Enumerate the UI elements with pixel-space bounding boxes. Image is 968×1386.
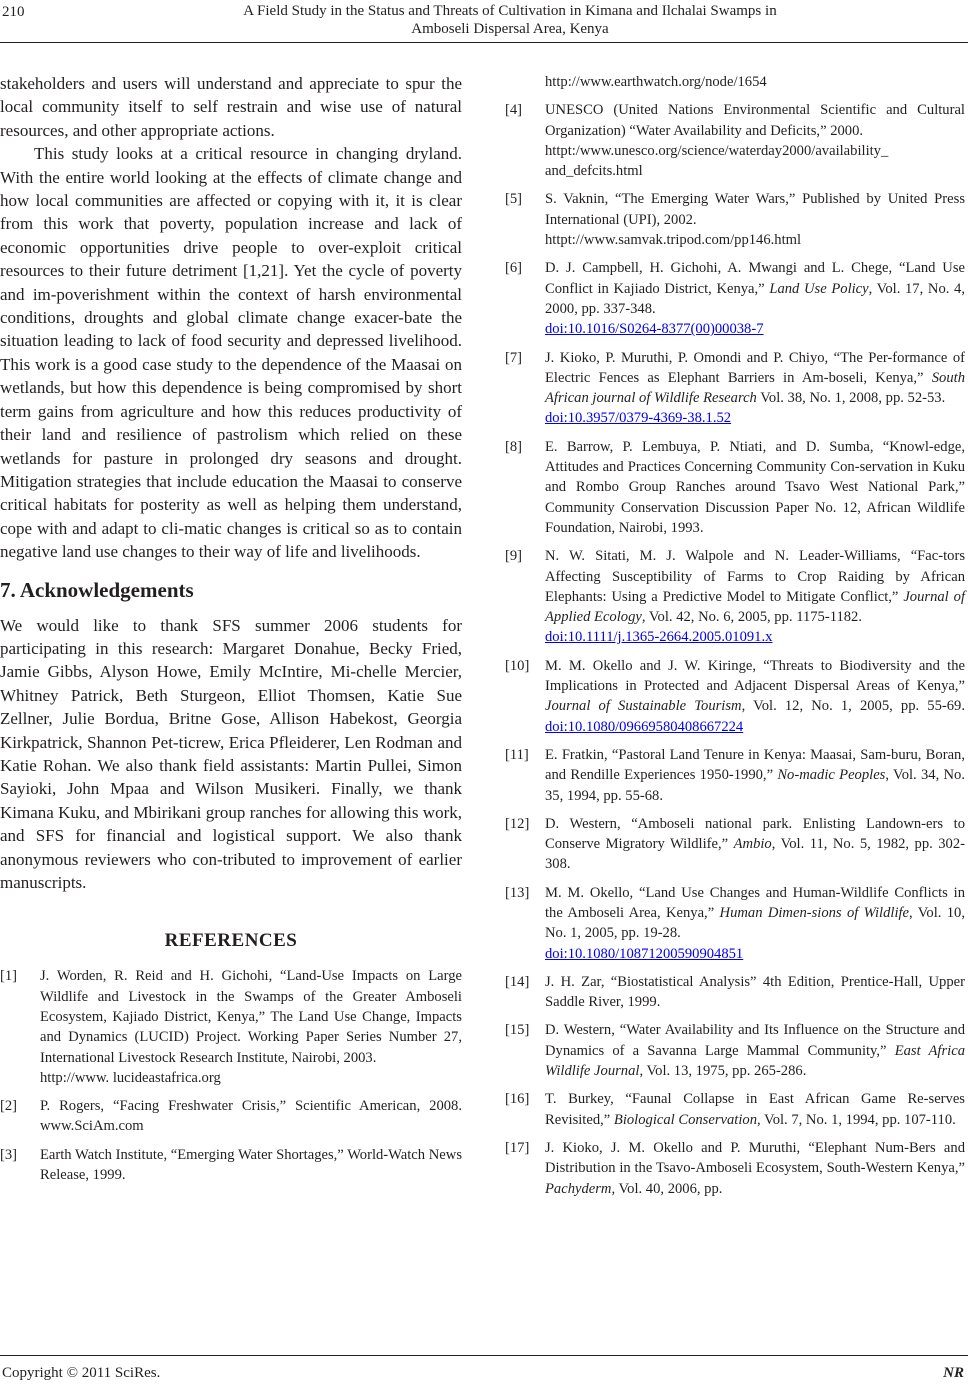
reference-number: [12]: [505, 815, 530, 832]
reference-number: [3]: [0, 1146, 18, 1163]
reference-number: [13]: [505, 884, 530, 901]
reference-doi-link[interactable]: doi:10.3957/0379-4369-38.1.52: [545, 410, 732, 427]
reference-17: [505, 1138, 965, 1199]
reference-body: [545, 656, 965, 737]
reference-body: [40, 1096, 462, 1137]
reference-number: [10]: [505, 657, 530, 674]
reference-text: , Vol. 34, No. 35, 1994, pp. 55-68.: [545, 767, 965, 804]
reference-text: , Vol. 7, No. 1, 1994, pp. 107-110.: [757, 1111, 956, 1128]
reference-text: J. H. Zar, “Biostatistical Analysis” 4th Edition, Prentice-Hall, Upper Saddle River, 1999.: [545, 973, 965, 1011]
reference-text: D. Western, “Amboseli national park. Enlisting Landown-ers to Conserve Migratory Wildlife,”: [545, 815, 965, 853]
reference-text: D. Western, “Water Availability and Its Influence on the Structure and Dynamics of a Savanna Large Mammal Community,”: [545, 1022, 965, 1059]
reference-body: [545, 883, 965, 964]
reference-url[interactable]: http://www.earthwatch.org/node/1654: [545, 74, 767, 90]
reference-text: D. J. Campbell, H. Gichohi, A. Mwangi and L. Chege, “Land Use Conflict in Kajiado District, Kenya,”: [545, 260, 965, 297]
body-paragraph-1: stakeholders and users will understand and appreciate to spur the local community itself to self restrain and wise use of natural resources, and other appropriate actions.: [0, 74, 462, 140]
running-header: [160, 2, 860, 38]
reference-6: [505, 258, 965, 339]
reference-number: [8]: [505, 438, 523, 455]
reference-body: [545, 258, 965, 339]
reference-body: [40, 1145, 462, 1186]
reference-9: [505, 546, 965, 647]
reference-text: , Vol. 17, No. 4, 2000, pp. 337-348.: [545, 280, 965, 317]
reference-text: E. Fratkin, “Pastoral Land Tenure in Kenya: Maasai, Sam-buru, Boran, and Rendille Experiences 1950-1990,”: [545, 746, 965, 784]
reference-body: [545, 348, 965, 429]
reference-body: [545, 745, 965, 806]
reference-doi-link[interactable]: doi:10.1111/j.1365-2664.2005.01091.x: [545, 629, 773, 646]
reference-url[interactable]: httpt:/www.unesco.org/science/waterday2000/availability_ and_defcits.html: [545, 142, 889, 180]
reference-5: [505, 189, 965, 250]
reference-text: Vol. 38, No. 1, 2008, pp. 52-53.: [756, 390, 946, 407]
body-paragraph-2: This study looks at a critical resource in changing dryland. With the entire world looking at the effects of climate change and how local communities are affected or copying with it, it is clear from this work that poverty, population increase and lack of economic opportunities drive people to over-exploit critical resources to their future detriment [1,21]. Yet the cycle of poverty and im-poverishment within the context of harsh environmental conditions, droughts and global climate change exacer-bate the situation leading to lack of food security and depressed livelihood. This work is a good case study to the dependence of the Maasai on wetlands, but how this dependence is being compromised by short term gains from agriculture and how this reduces productivity of their land and resilience of pastrolism which relied on these wetlands for pasture in prolonged dry seasons and drought. Mitigation strategies that include education the Maasai to conserve critical habitats for posterity as well as helping them understand, cope with and adapt to cli-matic changes is critical so as to contain negative land use changes to their way of life and livelihoods.: [0, 144, 462, 562]
reference-number: [7]: [505, 349, 523, 366]
reference-number: [16]: [505, 1091, 530, 1108]
reference-12: [505, 814, 965, 875]
reference-text: J. Kioko, P. Muruthi, P. Omondi and P. Chiyo, “The Per-formance of Electric Fences as Elephant Barriers in Am-boseli, Kenya,”: [545, 349, 965, 386]
reference-14: [505, 972, 965, 1013]
reference-text: T. Burkey, “Faunal Collapse in East African Game Re-serves Revisited,”: [545, 1091, 965, 1128]
reference-text: N. W. Sitati, M. J. Walpole and N. Leader-Williams, “Fac-tors Affecting Susceptibility of Farms to Crop Raiding by African Elephants: Using a Predictive Model to Mitigate Conflict,”: [545, 548, 965, 605]
reference-number: [6]: [505, 260, 523, 277]
reference-text: J. Worden, R. Reid and H. Gichohi, “Land-Use Impacts on Large Wildlife and Livestock in the Swamps of the Greater Amboseli Ecosystem, Kajiado District, Kenya,” The Land Use Change, Impacts and Dynamics (LUCID) Project. Working Paper Series Number 27, International Livestock Research Institute, Nairobi, 2003.: [40, 968, 462, 1066]
header-rule: [0, 42, 968, 43]
reference-text: J. Kioko, J. M. Okello and P. Muruthi, “Elephant Num-Bers and Distribution in the Tsavo-Amboseli Ecosystem, South-Western Kenya,”: [545, 1139, 965, 1177]
journal-name: Land Use Policy: [769, 280, 869, 297]
reference-number: [5]: [505, 191, 523, 208]
reference-body: [545, 814, 965, 875]
running-header-line-2: Amboseli Dispersal Area, Kenya: [411, 21, 609, 37]
reference-text: , Vol. 42, No. 6, 2005, pp. 1175-1182.: [641, 609, 862, 626]
reference-doi-link[interactable]: doi:10.1080/09669580408667224: [545, 718, 744, 735]
footer-journal-abbrev: NR: [943, 1365, 964, 1381]
references-heading: REFERENCES: [164, 930, 298, 952]
reference-10: [505, 656, 965, 737]
reference-body: [545, 1138, 965, 1199]
reference-number: [1]: [0, 968, 18, 985]
reference-text: , Vol. 12, No. 1, 2005, pp. 55-69.: [741, 698, 965, 715]
reference-text: M. M. Okello, “Land Use Changes and Human-Wildlife Conflicts in the Amboseli Area, Kenya,”: [545, 884, 965, 921]
reference-text: , Vol. 11, No. 5, 1982, pp. 302-308.: [545, 836, 965, 873]
reference-8: [505, 437, 965, 538]
reference-number: [14]: [505, 973, 530, 990]
left-column: [0, 72, 462, 1193]
reference-15: [505, 1020, 965, 1081]
reference-3: [0, 1145, 462, 1186]
reference-number: [17]: [505, 1139, 530, 1156]
reference-body: [545, 100, 965, 181]
journal-name: Journal of Sustainable Tourism: [545, 698, 742, 715]
journal-name: Pachyderm: [545, 1180, 612, 1197]
reference-text: , Vol. 13, 1975, pp. 265-286.: [639, 1063, 807, 1080]
reference-url[interactable]: httpt://www.samvak.tripod.com/pp146.html: [545, 232, 802, 249]
reference-text: S. Vaknin, “The Emerging Water Wars,” Published by United Press International (UPI), 2002.: [545, 191, 965, 228]
reference-text: E. Barrow, P. Lembuya, P. Ntiati, and D. Sumba, “Knowl-edge, Attitudes and Practices Concerning Community Con-servation in Kuku and Rombo Group Ranches around Tsavo West National Park,” Community Conservation Discussion Paper No. 12, African Wildlife Foundation, Nairobi, 1993.: [545, 438, 965, 536]
reference-text: , Vol. 10, No. 1, 2005, pp. 19-28.: [545, 904, 965, 942]
reference-body: [545, 72, 965, 92]
right-column: [505, 72, 965, 1207]
reference-2: [0, 1096, 462, 1137]
reference-body: [545, 189, 965, 250]
reference-text: UNESCO (United Nations Environmental Scientific and Cultural Organization) “Water Availability and Deficits,” 2000.: [545, 102, 965, 139]
reference-number: [4]: [505, 102, 523, 119]
reference-body: [545, 1020, 965, 1081]
reference-body: [545, 546, 965, 647]
journal-name: East Africa Wildlife Journal: [545, 1042, 965, 1080]
page-number: 210: [2, 4, 25, 20]
journal-name: South African journal of Wildlife Research: [545, 369, 965, 407]
reference-number: [2]: [0, 1098, 18, 1115]
journal-name: Biological Conservation: [613, 1111, 757, 1128]
journal-name: No-madic Peoples: [777, 767, 886, 784]
reference-url[interactable]: http://www. lucideastafrica.org: [40, 1069, 221, 1086]
reference-number: [11]: [505, 746, 529, 763]
reference-16: [505, 1089, 965, 1130]
reference-doi-link[interactable]: doi:10.1080/10871200590904851: [545, 945, 744, 962]
footer-copyright: Copyright © 2011 SciRes.: [2, 1365, 161, 1381]
footer-rule: [0, 1355, 968, 1356]
reference-number: [9]: [505, 548, 523, 565]
reference-text: M. M. Okello and J. W. Kiringe, “Threats to Biodiversity and the Implications in Protected and Adjacent Dispersal Areas of Kenya,”: [545, 657, 965, 695]
running-header-line-1: A Field Study in the Status and Threats of Cultivation in Kimana and Ilchalai Swamps in: [243, 3, 777, 19]
reference-text: P. Rogers, “Facing Freshwater Crisis,” Scientific American, 2008. www.SciAm.com: [40, 1098, 462, 1135]
reference-body: [545, 972, 965, 1013]
acknowledgements-text: We would like to thank SFS summer 2006 students for participating in this research: Margaret Donahue, Becky Fried, Jamie Gibbs, Alyson Howe, Emily McIntire, Mi-chelle Mercier, Whitney Patrick, Beth Sturgeon, Elliot Thomsen, Katie Sue Zellner, Julie Bordua, Britne Gose, Allison Habekost, Georgia Kirkpatrick, Shannon Pet-ticrew, Erica Pfleiderer, Len Rodman and Katie Rohan. We also thank field assistants: Martin Pullei, Simon Sayioki, John Mpaa and Wilson Musikeri. Finally, we thank Kimana Kuku, and Mbirikani group ranches for allowing this work, and SFS for financial and logistical support. We also thank anonymous reviewers who con-tributed to improvement of earlier manuscripts.: [0, 615, 462, 892]
journal-name: Ambio: [733, 836, 772, 853]
journal-name: Human Dimen-sions of Wildlife: [719, 904, 910, 921]
reference-13: [505, 883, 965, 964]
acknowledgements-heading: 7. Acknowledgements: [0, 577, 194, 602]
reference-number-spacer: [505, 72, 545, 92]
reference-1: [0, 966, 462, 1088]
reference-body: [545, 437, 965, 538]
reference-4: [505, 100, 965, 181]
journal-name: Journal of Applied Ecology: [545, 588, 965, 626]
reference-number: [15]: [505, 1022, 530, 1039]
reference-body: [545, 1089, 965, 1130]
reference-body: [40, 966, 462, 1088]
reference-7: [505, 348, 965, 429]
reference-doi-link[interactable]: doi:10.1016/S0264-8377(00)00038-7: [545, 321, 764, 338]
reference-3-url-continuation: [505, 72, 965, 92]
reference-text: Earth Watch Institute, “Emerging Water Shortages,” World-Watch News Release, 1999.: [40, 1146, 462, 1184]
reference-text: , Vol. 40, 2006, pp.: [611, 1180, 723, 1197]
reference-11: [505, 745, 965, 806]
